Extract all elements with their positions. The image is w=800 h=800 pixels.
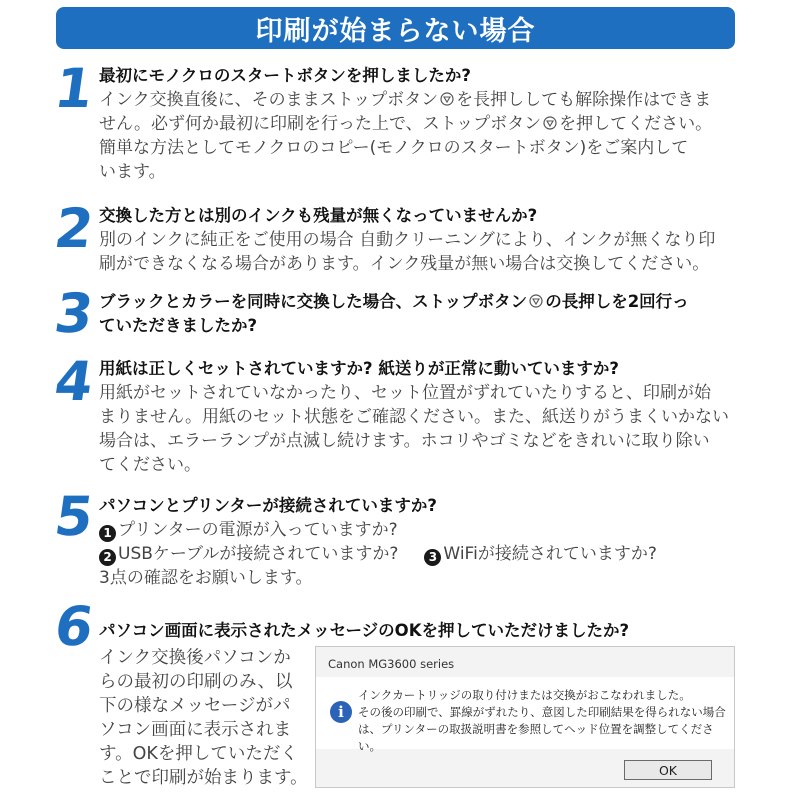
step-number-2: 2 [50, 197, 98, 260]
step-2-line: 刷ができなくなる場合があります。インク残量が無い場合は交換してください。 [99, 254, 710, 274]
step-6-question: パソコン画面に表示されたメッセージのOKを押していただけましたか? [99, 621, 630, 640]
step-6-line: インク交換後パソコンか [99, 648, 291, 668]
step-2-question: 交換した方とは別のインクも残量が無くなっていませんか? [99, 206, 538, 225]
step-6-body [99, 646, 311, 790]
step-number-1: 1 [50, 57, 98, 120]
step-3-question: ブラックとカラーを同時に交換した場合、ストップボタン の長押しを2回行っ [99, 292, 689, 311]
step-number-3: 3 [50, 282, 98, 345]
step-4-question: 用紙は正しくセットされていますか? 紙送りが正常に動いていますか? [99, 359, 619, 378]
dialog-message: インクカートリッジの取り付けまたは交換がおこなわれました。 その後の印刷で、罫線がずれたり、意図した印刷結果を得られない場合 は、プリンターの取扱説明書を参照してヘッド位置を調整してください。 [358, 688, 726, 753]
step-2 [99, 204, 749, 276]
step-4-line: 場合は、エラーランプが点滅し続けます。ホコリやゴミなどをきれいに取り除い [99, 431, 710, 451]
step-4-line: てください。 [99, 455, 201, 475]
info-icon: i [330, 701, 352, 723]
step-number-4: 4 [50, 350, 98, 413]
step-5 [99, 494, 749, 590]
message-dialog [315, 646, 735, 788]
stop-button-icon [529, 294, 543, 308]
step-4-line: まりません。用紙のセット状態をご確認ください。また、紙送りがうまくいかない [99, 407, 730, 427]
step-number-6: 6 [50, 595, 98, 658]
step-1-question: 最初にモノクロのスタートボタンを押しましたか? [99, 66, 471, 85]
step-6-line: 下の様なメッセージがパ [99, 696, 291, 716]
check-mark-1: 1 [99, 525, 116, 542]
step-5-question: パソコンとプリンターが接続されていますか? [99, 496, 437, 515]
check-mark-2: 2 [99, 549, 116, 566]
step-2-line: 別のインクに純正をご使用の場合 自動クリーニングにより、インクが無くなり印 [99, 230, 716, 250]
step-1-line: インク交換直後に、そのままストップボタン を長押ししても解除操作はできま [99, 90, 712, 110]
step-6 [99, 619, 749, 643]
header-banner [56, 7, 735, 49]
step-3-question: ていただきましたか? [99, 316, 258, 335]
step-4-line: 用紙がセットされていなかったり、セット位置がずれていたりすると、印刷が始 [99, 383, 711, 403]
check-mark-3: 3 [424, 549, 441, 566]
step-6-line: ソコン画面に表示されま [99, 720, 292, 740]
dialog-body [316, 677, 734, 753]
step-1-line: 簡単な方法としてモノクロのコピー(モノクロのスタートボタン)をご案内して [99, 138, 689, 158]
step-3 [99, 290, 749, 338]
step-1 [99, 64, 749, 184]
step-4 [99, 357, 749, 477]
step-5-check: 2 USBケーブルが接続されていますか? 3 WiFiが接続されていますか? [99, 542, 749, 566]
step-6-line: す。OKを押していただく [99, 744, 298, 764]
stop-button-icon [440, 92, 454, 106]
step-5-closing: 3点の確認をお願いします。 [99, 568, 313, 588]
dialog-title: Canon MG3600 series [328, 657, 455, 671]
step-1-line: せん。必ず何か最初に印刷を行った上で、ストップボタン を押してください。 [99, 114, 713, 134]
step-number-5: 5 [50, 485, 98, 548]
stop-button-icon [543, 116, 557, 130]
step-1-line: います。 [99, 162, 166, 182]
ok-button[interactable]: OK [624, 760, 712, 780]
step-5-check: 1 プリンターの電源が入っていますか? [99, 518, 749, 542]
page-title: 印刷が始まらない場合 [255, 15, 536, 47]
step-6-line: ことで印刷が始まります。 [99, 768, 308, 788]
step-6-line: らの最初の印刷のみ、以 [99, 672, 293, 692]
